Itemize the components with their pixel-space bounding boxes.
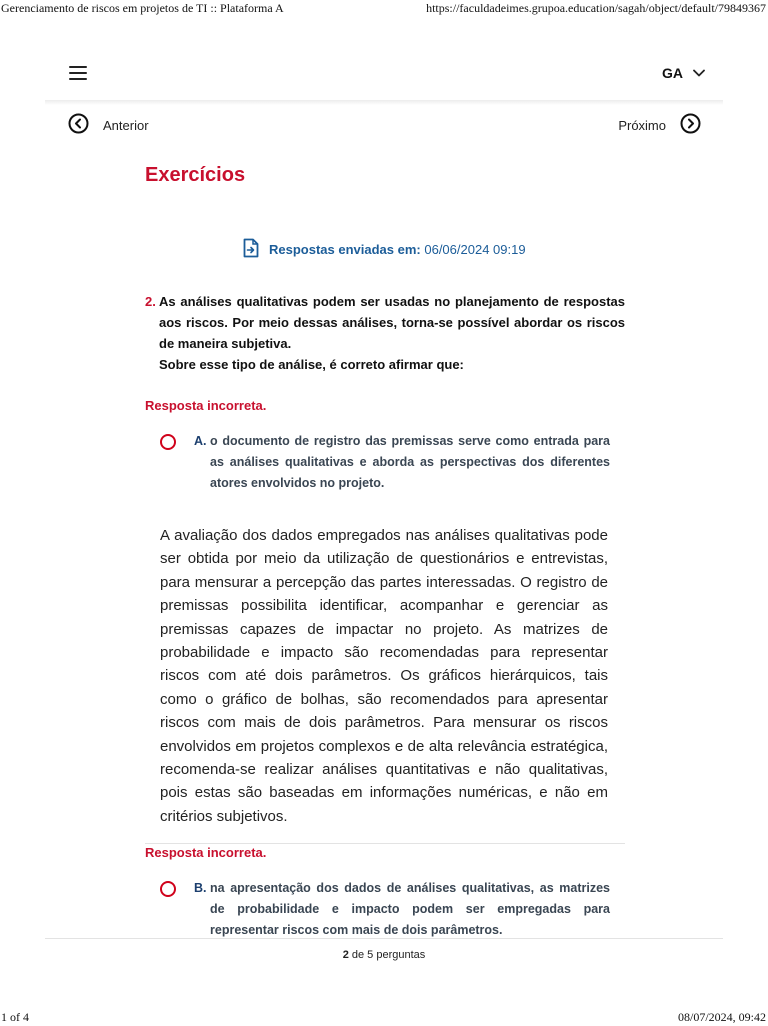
previous-button[interactable] <box>68 113 149 137</box>
answer-option-a[interactable] <box>160 431 610 494</box>
top-bar <box>45 50 723 102</box>
user-menu[interactable] <box>662 64 705 82</box>
print-page-title: Gerenciamento de riscos em projetos de TI :: Plataforma A <box>1 1 284 15</box>
bottom-divider <box>45 938 723 939</box>
user-initials: GA <box>662 65 683 81</box>
option-letter: B. <box>194 881 207 895</box>
submission-date: 06/06/2024 09:19 <box>424 242 526 257</box>
chevron-down-icon <box>693 64 705 82</box>
pager-current: 2 <box>342 949 349 961</box>
answer-explanation: A avaliação dos dados empregados nas análises qualitativas pode ser obtida por meio da utilização de questionários e entrevistas, para mensurar a percepção das partes interessadas. O registro de premissas possibilita identificar, acompanhar e gerenciar as premissas capazes de impactar no projeto. As matrizes de probabilidade e impacto são recomendadas para representar riscos com até dois parâmetros. Os gráficos hierárquicos, tais como o gráfico de bolhas, são recomendados para apresentar riscos com mais de dois parâmetros. Para mensurar os riscos envolvidos em projetos complexos e de alta relevância estratégica, recomenda-se realizar análises quantitativas e não qualitativas, pois estas são baseadas em informações numéricas, e não em critérios subjetivos. <box>160 527 608 825</box>
hamburger-icon[interactable] <box>69 66 87 80</box>
document-export-icon <box>243 238 259 261</box>
radio-icon[interactable] <box>160 881 176 897</box>
previous-label: Anterior <box>103 117 149 133</box>
question-pager <box>0 949 768 961</box>
question <box>145 291 625 375</box>
print-url: https://faculdadeimes.grupoa.education/sagah/object/default/79849367 <box>426 1 766 15</box>
print-page-counter: 1 of 4 <box>1 1010 29 1024</box>
print-datetime: 08/07/2024, 09:42 <box>677 1010 766 1024</box>
submission-label: Respostas enviadas em: <box>269 242 421 257</box>
next-label: Próximo <box>618 117 666 133</box>
question-number: 2. <box>145 294 156 309</box>
option-text: o documento de registro das premissas serve como entrada para as análises qualitativas e aborda as perspectivas dos diferentes atores envolvidos no projeto. <box>210 434 610 490</box>
question-nav <box>45 110 723 140</box>
page-title: Exercícios <box>145 164 246 186</box>
question-prompt: Sobre esse tipo de análise, é correto afirmar que: <box>159 357 464 372</box>
divider <box>145 843 625 844</box>
print-header <box>0 1 768 17</box>
next-button[interactable] <box>618 113 701 137</box>
option-letter: A. <box>194 434 207 448</box>
option-text: na apresentação dos dados de análises qualitativas, as matrizes de probabilidade e impacto podem ser empregadas para representar riscos com mais de dois parâmetros. <box>210 881 610 937</box>
chevron-left-circle-icon <box>68 113 89 137</box>
chevron-right-circle-icon <box>680 113 701 137</box>
question-text: As análises qualitativas podem ser usadas no planejamento de respostas aos riscos. Por meio dessas análises, torna-se possível abordar os riscos de maneira subjetiva. <box>159 294 625 351</box>
answer-feedback: Resposta incorreta. <box>145 398 267 413</box>
answer-option-b[interactable] <box>160 878 610 941</box>
pager-rest: de 5 perguntas <box>351 949 426 961</box>
radio-icon[interactable] <box>160 434 176 450</box>
submission-info <box>243 238 526 261</box>
answer-feedback: Resposta incorreta. <box>145 845 267 860</box>
top-bar-shadow <box>45 100 723 105</box>
